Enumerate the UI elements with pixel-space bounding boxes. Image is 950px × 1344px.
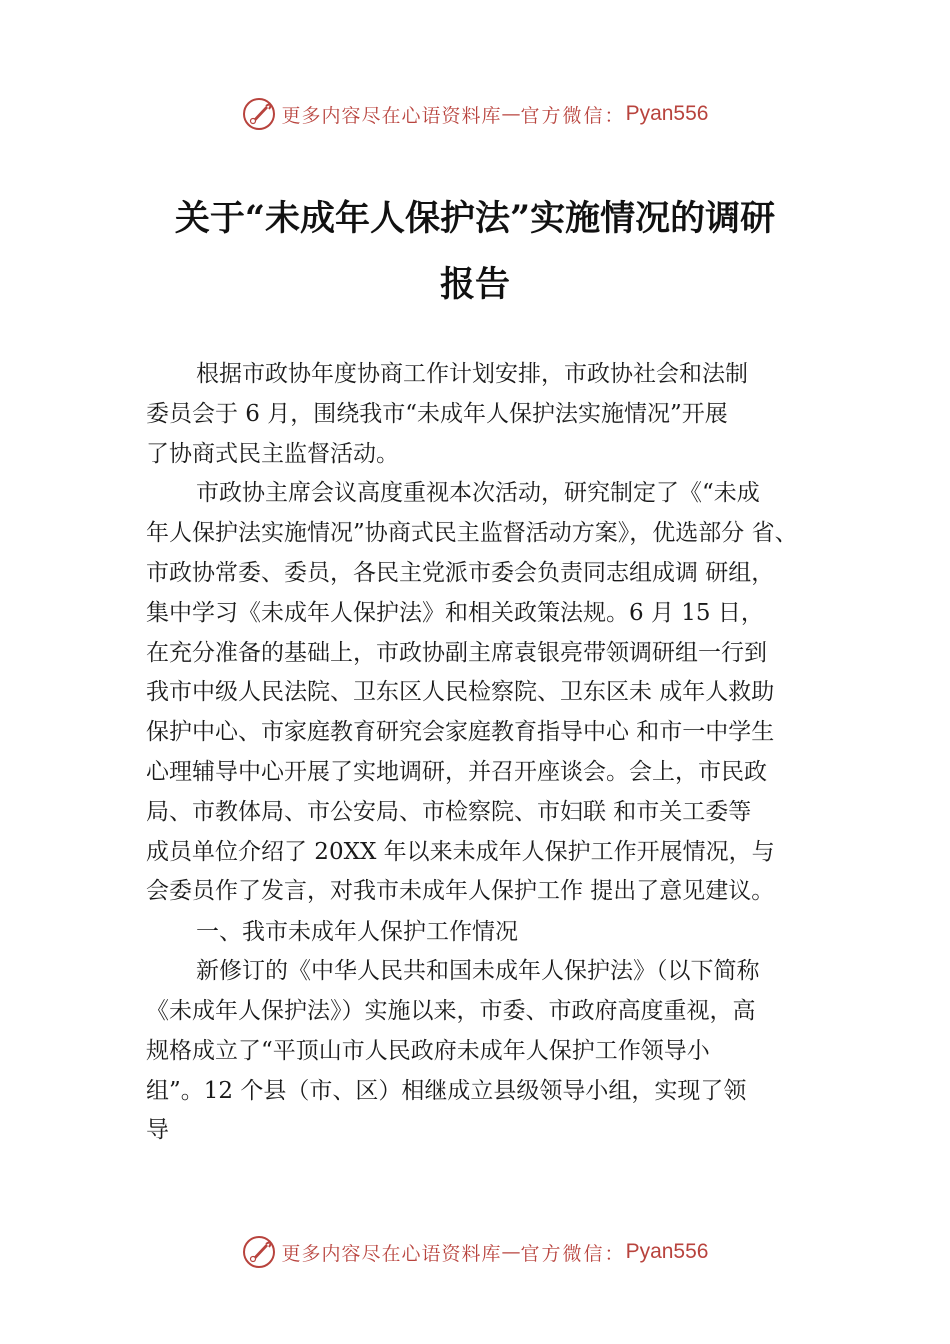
text-line: 导 xyxy=(146,1117,169,1144)
text-line: 规格成立了“平顶山市人民政府未成年人保护工作领导小 xyxy=(146,1037,710,1064)
watermark-wechat-id: Pyan556 xyxy=(625,1240,709,1263)
watermark-separator: — xyxy=(501,103,521,125)
paragraph-activity xyxy=(146,474,846,912)
text-line: 集中学习《未成年人保护法》和相关政策法规。6 月 15 日， xyxy=(146,599,764,626)
text-line: 成员单位介绍了 20XX 年以来未成年人保护工作开展情况，与 xyxy=(146,838,775,865)
text-line: 局、市教体局、市公安局、市检察院、市妇联 和市关工委等 xyxy=(146,798,752,825)
document-body xyxy=(146,355,846,1151)
watermark-separator: — xyxy=(501,1241,521,1263)
watermark-banner-bottom xyxy=(0,1232,950,1272)
text-line: 根据市政协年度协商工作计划安排，市政协社会和法制 xyxy=(196,361,748,387)
text-line: 会委员作了发言，对我市未成年人保护工作 提出了意见建议。 xyxy=(146,878,775,905)
text-line: 市政协主席会议高度重视本次活动，研究制定了《“未成 xyxy=(196,480,760,507)
text-line: 在充分准备的基础上，市政协副主席袁银亮带领调研组一行到 xyxy=(146,639,767,666)
text-line: 委员会于 6 月，围绕我市“未成年人保护法实施情况”开展 xyxy=(146,400,728,427)
text-line: 《未成年人保护法》）实施以来，市委、市政府高度重视，高 xyxy=(146,997,756,1024)
watermark-site-text: 更多内容尽在心语资料库 xyxy=(281,104,502,127)
text-line: 组”。12 个县（市、区）相继成立县级领导小组，实现了领 xyxy=(146,1077,747,1104)
paragraph-intro xyxy=(146,355,846,474)
document-title xyxy=(100,186,850,318)
text-line: 市政协常委、委员，各民主党派市委会负责同志组成调 研组， xyxy=(146,559,775,586)
text-line: 保护中心、市家庭教育研究会家庭教育指导中心 和市一中学生 xyxy=(146,719,775,746)
text-line: 新修订的《中华人民共和国未成年人保护法》（以下简称 xyxy=(196,958,760,985)
title-line-2: 报告 xyxy=(439,264,510,305)
text-line: 了协商式民主监督活动。 xyxy=(146,440,399,467)
watermark-wechat-id: Pyan556 xyxy=(625,102,709,125)
quill-logo-icon xyxy=(242,1235,276,1269)
watermark-banner-top xyxy=(0,94,950,134)
text-line: 我市中级人民法院、卫东区人民检察院、卫东区未 成年人救助 xyxy=(146,679,775,706)
quill-logo-icon xyxy=(242,97,276,131)
text-line: 心理辅导中心开展了实地调研，并召开座谈会。会上，市民政 xyxy=(146,758,767,785)
watermark-site-text: 更多内容尽在心语资料库 xyxy=(281,1242,502,1265)
watermark-wechat-label: 官方微信： xyxy=(520,104,626,127)
section-heading: 一、我市未成年人保护工作情况 xyxy=(196,919,518,946)
text-line: 年人保护法实施情况”协商式民主监督活动方案》，优选部分 省、 xyxy=(146,520,798,547)
watermark-wechat-label: 官方微信： xyxy=(520,1242,626,1265)
title-line-1: 关于“未成年人保护法”实施情况的调研 xyxy=(174,198,776,239)
paragraph-section-one xyxy=(146,952,846,1151)
